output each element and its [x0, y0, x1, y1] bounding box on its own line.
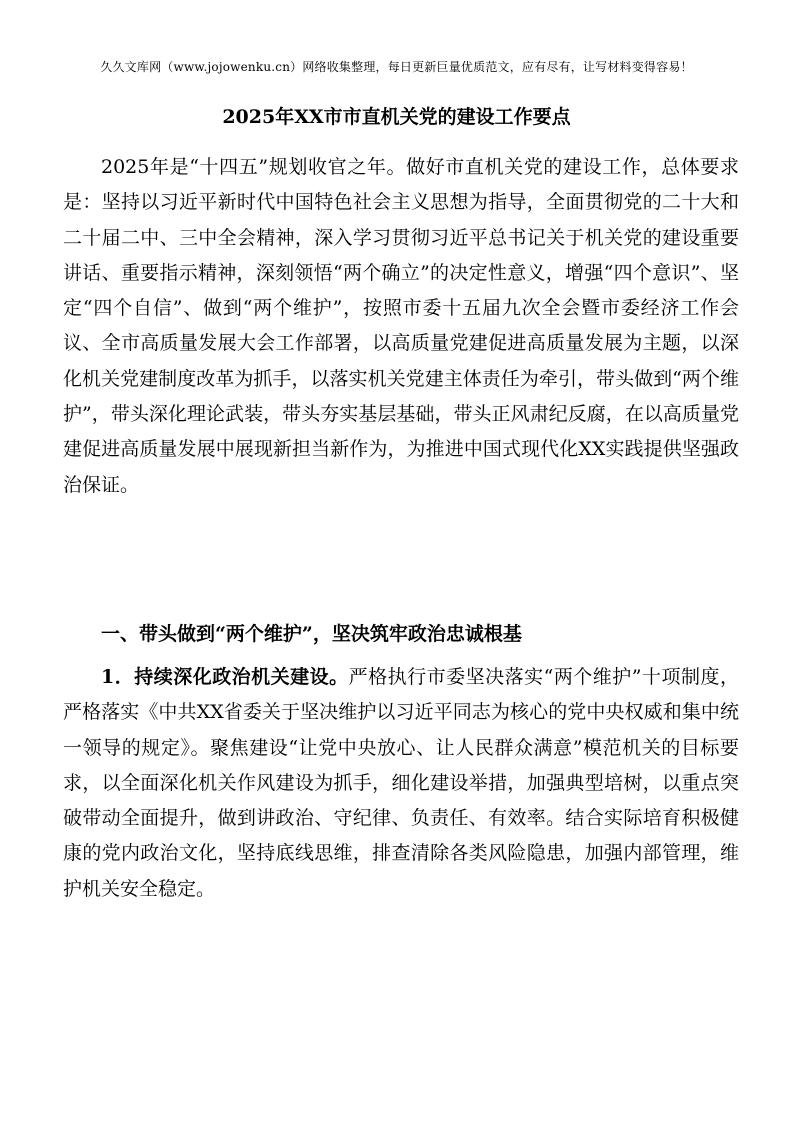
intro-paragraph: 2025年是“十四五”规划收官之年。做好市直机关党的建设工作，总体要求是：坚持以习近平新时代中国特色社会主义思想为指导，全面贯彻党的二十大和二十届二中、三中全会精神，深入学习贯彻习近平总书记关于机关党的建设重要讲话、重要指示精神，深刻领悟“两个确立”的决定性意义，增强“四个意识”、坚定“四个自信”、做到“两个维护”，按照市委十五届九次全会暨市委经济工作会议、全市高质量发展大会工作部署，以高质量党建促进高质量发展为主题，以深化机关党建制度改革为抓手，以落实机关党建主体责任为牵引，带头做到“两个维护”，带头深化理论武装，带头夯实基层基础，带头正风肃纪反腐，在以高质量党建促进高质量发展中展现新担当新作为，为推进中国式现代化XX实践提供坚强政治保证。: [63, 156, 739, 496]
item-1-lead-heading: 1．持续深化政治机关建设。: [101, 666, 349, 688]
item-1-body-text: 严格执行市委坚决落实“两个维护”十项制度，严格落实《中共XX省委关于坚决维护以习近平同志为核心的党中央权威和集中统一领导的规定》。聚焦建设“让党中央放心、让人民群众满意”模范机关的目标要求，以全面深化机关作风建设为抓手，细化建设举措，加强典型培树，以重点突破带动全面提升，做到讲政治、守纪律、负责任、有效率。结合实际培育积极健康的党内政治文化，坚持底线思维，排查清除各类风险隐患，加强内部管理，维护机关安全稳定。: [63, 666, 739, 900]
section-heading-1: 一、带头做到“两个维护”，坚决筑牢政治忠诚根基: [101, 623, 522, 645]
section-1-item-1-paragraph: [63, 660, 739, 907]
page-header-source-note: 久久文库网（www.jojowenku.cn）网络收集整理，每日更新巨量优质范文，应有尽有，让写材料变得容易！: [100, 60, 693, 74]
document-title: 2025年XX市市直机关党的建设工作要点: [222, 106, 571, 128]
